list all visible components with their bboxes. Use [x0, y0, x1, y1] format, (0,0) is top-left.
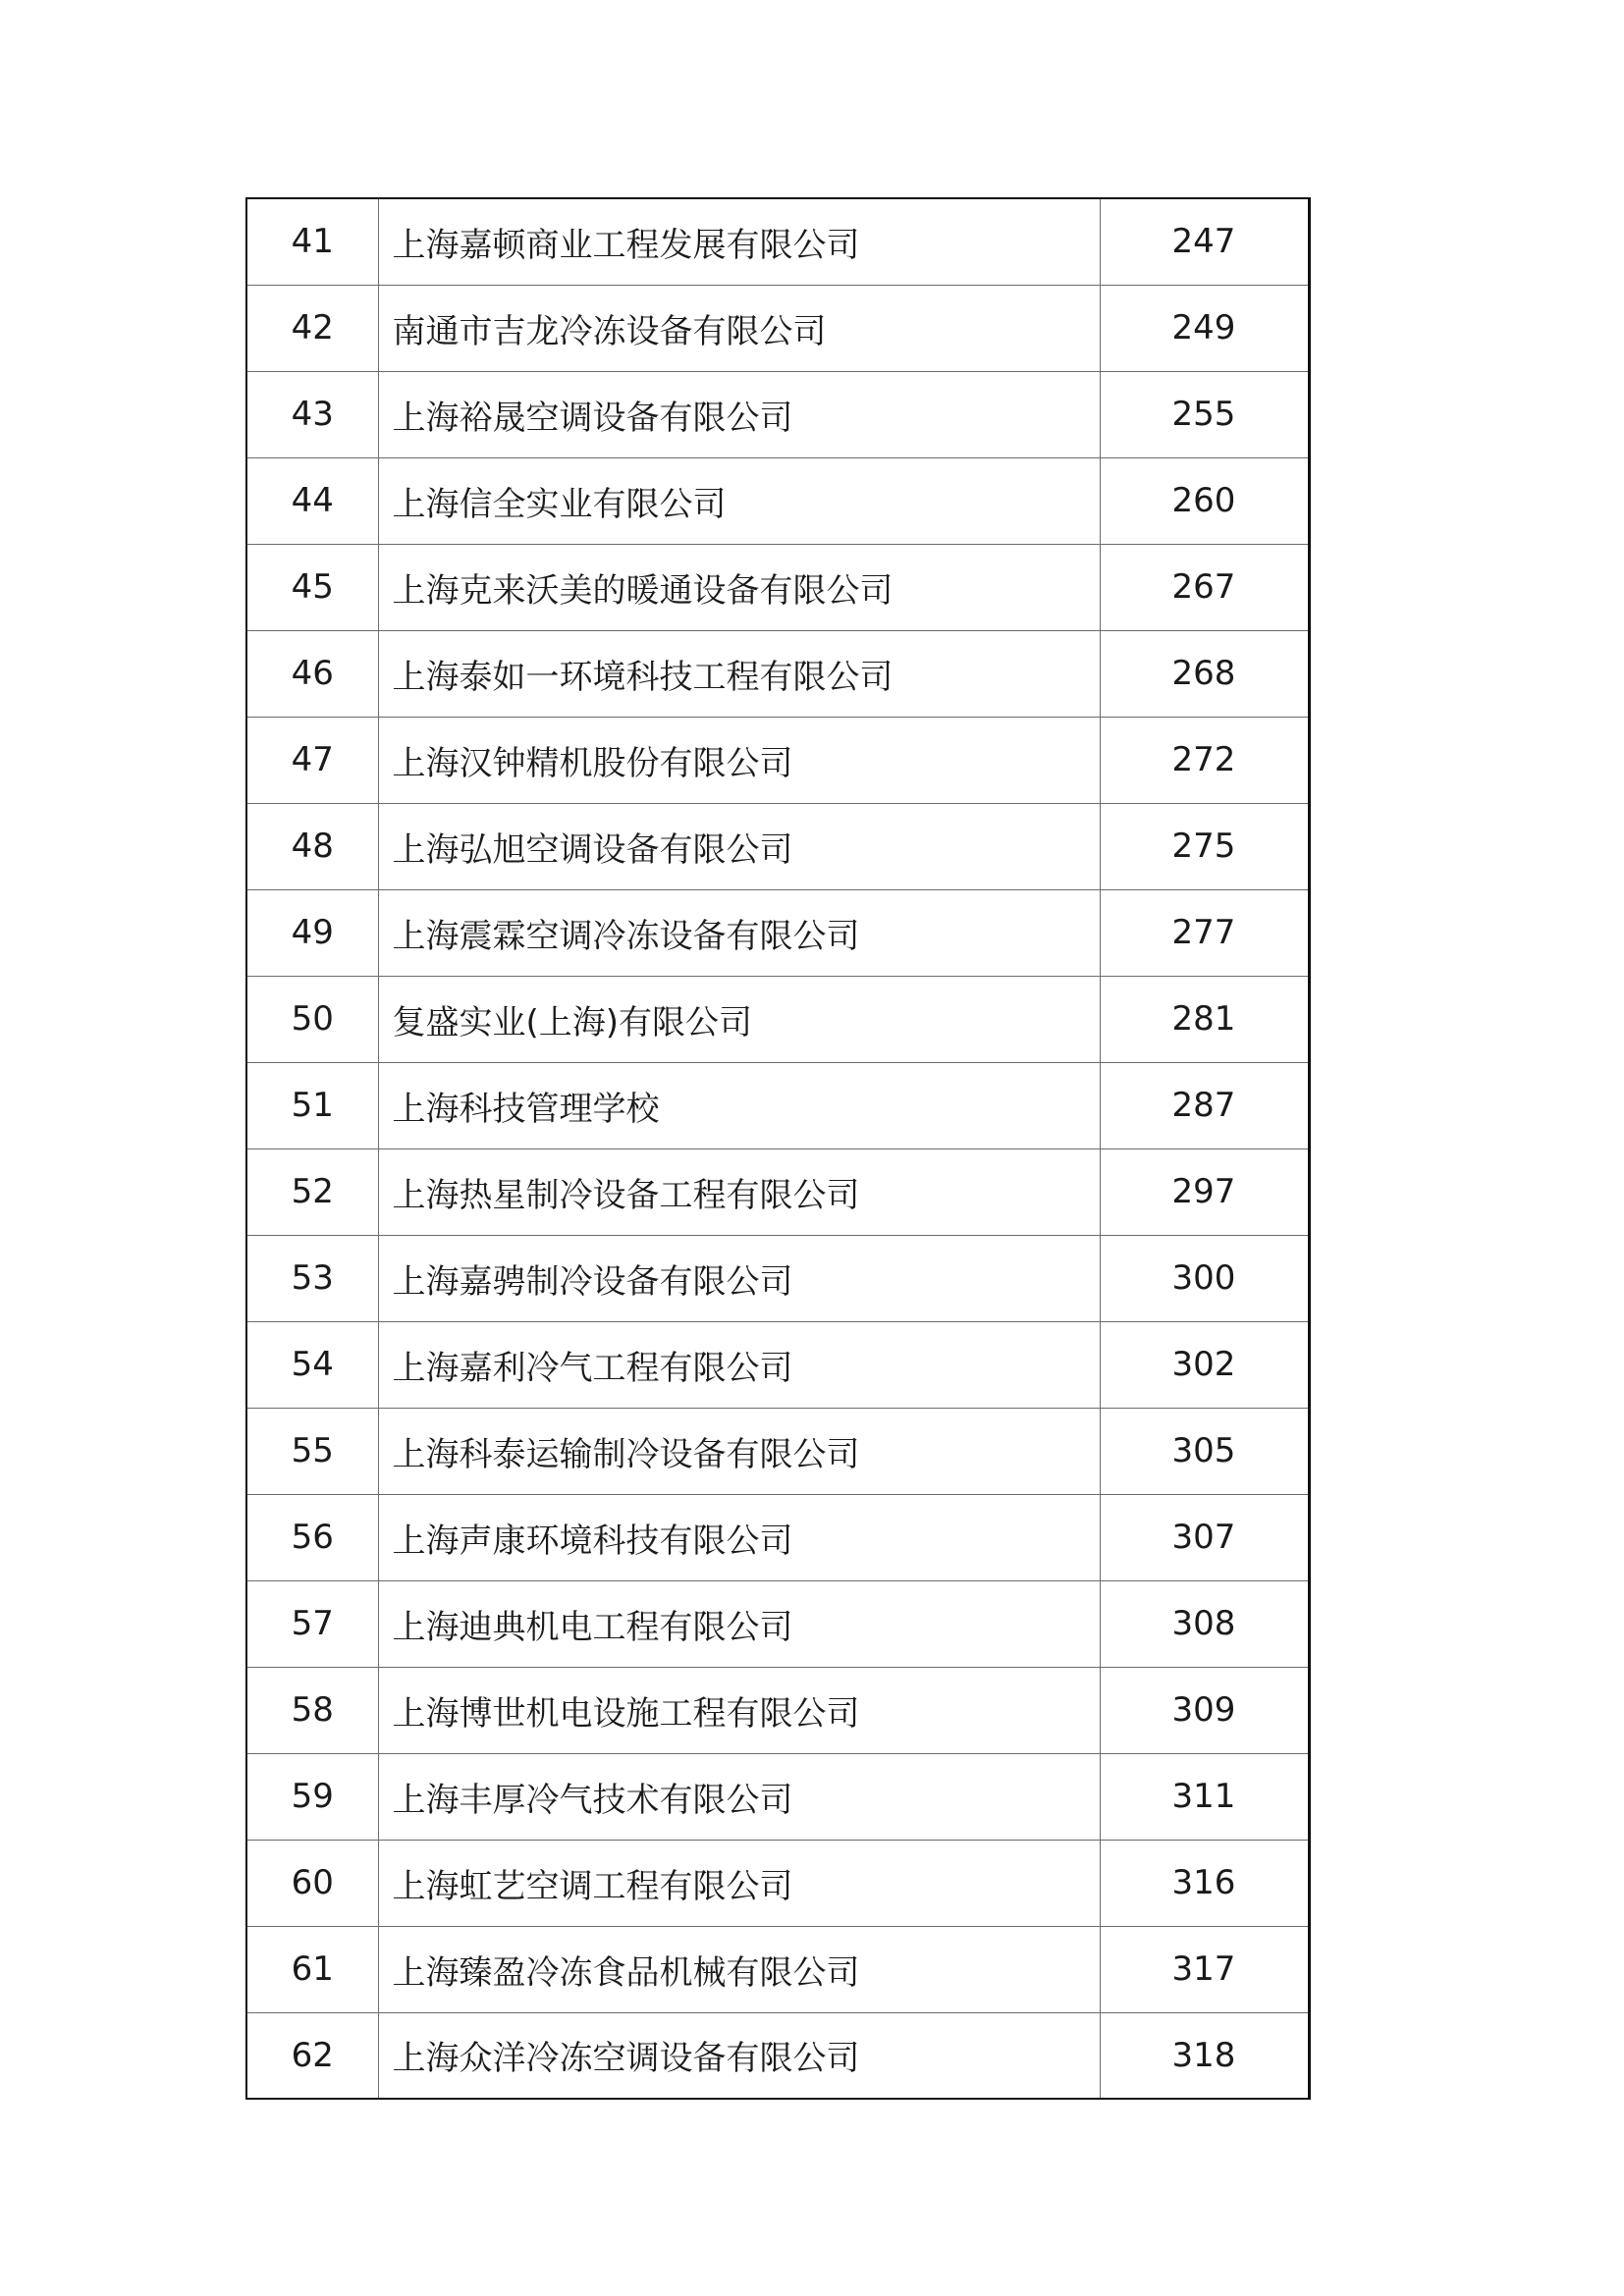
company-name: 上海众洋冷冻空调设备有限公司: [378, 2012, 1100, 2099]
row-number: 47: [246, 717, 378, 803]
company-name: 上海裕晟空调设备有限公司: [378, 371, 1100, 457]
table-row: [246, 1148, 1309, 1235]
table-row: [246, 371, 1309, 457]
row-number: 48: [246, 803, 378, 889]
row-number: 60: [246, 1840, 378, 1926]
row-value: 281: [1100, 976, 1309, 1062]
company-name: 上海嘉骋制冷设备有限公司: [378, 1235, 1100, 1321]
row-value: 272: [1100, 717, 1309, 803]
row-number: 55: [246, 1408, 378, 1494]
company-name: 复盛实业(上海)有限公司: [378, 976, 1100, 1062]
table-row: [246, 1840, 1309, 1926]
row-number: 44: [246, 457, 378, 544]
table-row: [246, 1408, 1309, 1494]
company-name: 上海克来沃美的暖通设备有限公司: [378, 544, 1100, 630]
company-name: 上海嘉顿商业工程发展有限公司: [378, 198, 1100, 285]
row-value: 277: [1100, 889, 1309, 976]
row-number: 58: [246, 1667, 378, 1753]
table-row: [246, 803, 1309, 889]
row-value: 316: [1100, 1840, 1309, 1926]
table-row: [246, 1667, 1309, 1753]
row-number: 46: [246, 630, 378, 717]
row-value: 247: [1100, 198, 1309, 285]
row-value: 275: [1100, 803, 1309, 889]
row-number: 49: [246, 889, 378, 976]
company-name: 上海声康环境科技有限公司: [378, 1494, 1100, 1580]
company-name: 上海热星制冷设备工程有限公司: [378, 1148, 1100, 1235]
company-name: 上海汉钟精机股份有限公司: [378, 717, 1100, 803]
table-row: [246, 1926, 1309, 2012]
company-name: 上海震霖空调冷冻设备有限公司: [378, 889, 1100, 976]
table-row: [246, 544, 1309, 630]
row-number: 59: [246, 1753, 378, 1840]
company-name: 上海臻盈冷冻食品机械有限公司: [378, 1926, 1100, 2012]
row-number: 56: [246, 1494, 378, 1580]
row-number: 42: [246, 285, 378, 371]
row-number: 51: [246, 1062, 378, 1148]
company-name: 上海弘旭空调设备有限公司: [378, 803, 1100, 889]
table-row: [246, 285, 1309, 371]
company-name: 上海虹艺空调工程有限公司: [378, 1840, 1100, 1926]
table-row: [246, 1062, 1309, 1148]
row-value: 305: [1100, 1408, 1309, 1494]
row-number: 61: [246, 1926, 378, 2012]
row-number: 57: [246, 1580, 378, 1667]
company-name: 上海科泰运输制冷设备有限公司: [378, 1408, 1100, 1494]
table-row: [246, 2012, 1309, 2099]
row-number: 52: [246, 1148, 378, 1235]
company-name: 上海科技管理学校: [378, 1062, 1100, 1148]
row-number: 62: [246, 2012, 378, 2099]
row-number: 53: [246, 1235, 378, 1321]
row-number: 41: [246, 198, 378, 285]
row-value: 302: [1100, 1321, 1309, 1408]
row-value: 311: [1100, 1753, 1309, 1840]
row-value: 267: [1100, 544, 1309, 630]
table-row: [246, 630, 1309, 717]
row-value: 300: [1100, 1235, 1309, 1321]
row-value: 309: [1100, 1667, 1309, 1753]
row-value: 307: [1100, 1494, 1309, 1580]
table-row: [246, 1753, 1309, 1840]
company-name: 上海迪典机电工程有限公司: [378, 1580, 1100, 1667]
company-name: 上海丰厚冷气技术有限公司: [378, 1753, 1100, 1840]
company-name: 上海泰如一环境科技工程有限公司: [378, 630, 1100, 717]
company-name: 南通市吉龙冷冻设备有限公司: [378, 285, 1100, 371]
table-row: [246, 1235, 1309, 1321]
row-value: 318: [1100, 2012, 1309, 2099]
company-table: [245, 197, 1311, 2100]
company-name: 上海嘉利冷气工程有限公司: [378, 1321, 1100, 1408]
company-name: 上海信全实业有限公司: [378, 457, 1100, 544]
table-row: [246, 457, 1309, 544]
row-number: 54: [246, 1321, 378, 1408]
row-value: 297: [1100, 1148, 1309, 1235]
table-row: [246, 889, 1309, 976]
company-name: 上海博世机电设施工程有限公司: [378, 1667, 1100, 1753]
row-value: 249: [1100, 285, 1309, 371]
row-number: 43: [246, 371, 378, 457]
row-value: 255: [1100, 371, 1309, 457]
row-number: 45: [246, 544, 378, 630]
table-row: [246, 717, 1309, 803]
table-row: [246, 1494, 1309, 1580]
row-value: 317: [1100, 1926, 1309, 2012]
row-number: 50: [246, 976, 378, 1062]
row-value: 308: [1100, 1580, 1309, 1667]
table-row: [246, 1321, 1309, 1408]
company-table-body: [246, 198, 1309, 2099]
row-value: 268: [1100, 630, 1309, 717]
row-value: 260: [1100, 457, 1309, 544]
table-row: [246, 976, 1309, 1062]
table-row: [246, 198, 1309, 285]
table-row: [246, 1580, 1309, 1667]
row-value: 287: [1100, 1062, 1309, 1148]
